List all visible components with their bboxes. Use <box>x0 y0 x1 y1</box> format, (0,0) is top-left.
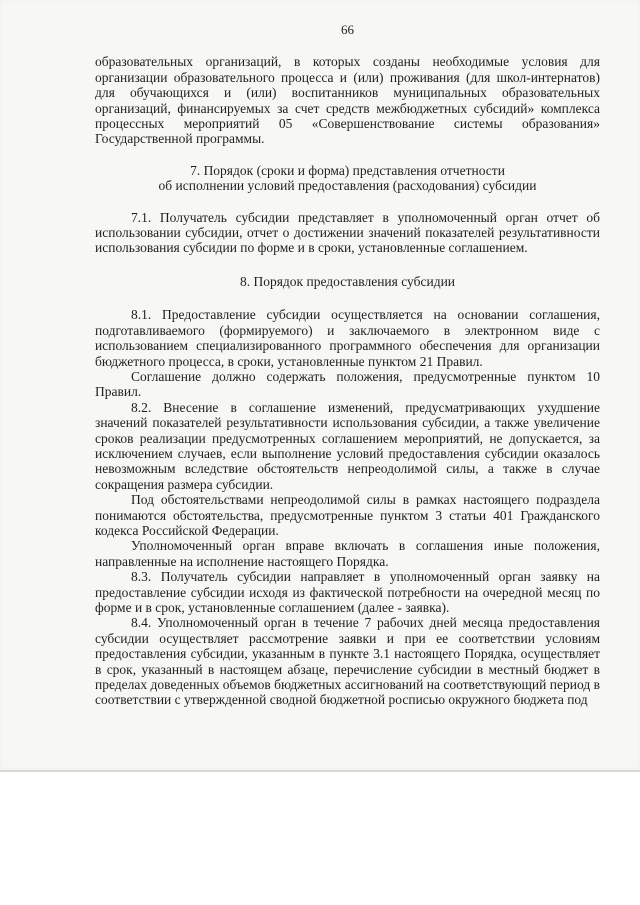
paragraph-8-4: 8.4. Уполномоченный орган в течение 7 рабочих дней месяца предоставления субсидии осуществляет рассмотрение заявки и при ее соответствии условиям предоставления субсидии, указанным в пункте 3.1 настоящего Порядка, осуществляет в срок, указанный в настоящем абзаце, перечисление субсидии в местный бюджет в пределах доведенных объемов бюджетных ассигнований на соответствующий период в соответствии с утвержденной сводной бюджетной росписью окружного бюджета под <box>95 615 600 708</box>
paragraph-7-1: 7.1. Получатель субсидии представляет в уполномоченный орган отчет об использовании субсидии, отчет о достижении значений показателей результативности использования субсидии по форме и в сроки, установленные соглашением. <box>95 209 600 256</box>
paragraph-8-1-agreement: Соглашение должно содержать положения, предусмотренные пунктом 10 Правил. <box>95 368 600 400</box>
document-body <box>95 22 600 708</box>
section-8-title: 8. Порядок предоставления субсидии <box>239 273 456 289</box>
paragraph-8-2-force-majeure: Под обстоятельствами непреодолимой силы в рамках настоящего подраздела понимаются обстоятельства, предусмотренные пунктом 3 статьи 401 Гражданского кодекса Российской Федерации. <box>95 492 600 538</box>
section-7-title-line-2: об исполнении условий предоставления (расходования) субсидии <box>158 178 537 194</box>
paragraph-8-2: 8.2. Внесение в соглашение изменений, предусматривающих ухудшение значений показателей результативности использования субсидии, а также увеличение сроков реализации предусмотренных соглашением мероприятий, не допускается, за исключением случаев, если выполнение условий предоставления субсидии оказалось невозможным вследствие обстоятельств непреодолимой силы, а также в случае сокращения размера субсидии. <box>95 399 600 492</box>
paragraph-8-1: 8.1. Предоставление субсидии осуществляется на основании соглашения, подготавливаемого (формируемого) и заключаемого в электронном виде с использованием специализированного программного обеспечения для организации бюджетного процесса, в сроки, установленные пунктом 21 Правил. <box>95 307 600 369</box>
paragraph-8-3: 8.3. Получатель субсидии направляет в уполномоченный орган заявку на предоставление субсидии исходя из фактической потребности на очередной месяц по форме и в срок, установленные соглашением (далее - заявка). <box>95 569 600 615</box>
intro-paragraph: образовательных организаций, в которых созданы необходимые условия для организации образовательного процесса и (или) проживания (для школ-интернатов) для обучающихся и (или) воспитанников муниципальных образовательных организаций, финансируемых за счет средств межбюджетных субсидий» комплекса процессных мероприятий 05 «Совершенствование системы образования» Государственной программы. <box>95 54 600 147</box>
section-7-title-line-1: 7. Порядок (сроки и форма) представления отчетности <box>190 162 505 178</box>
page-number: 66 <box>341 22 354 37</box>
paragraph-8-2-other-provisions: Уполномоченный орган вправе включать в соглашения иные положения, направленные на исполнение настоящего Порядка. <box>95 538 600 569</box>
